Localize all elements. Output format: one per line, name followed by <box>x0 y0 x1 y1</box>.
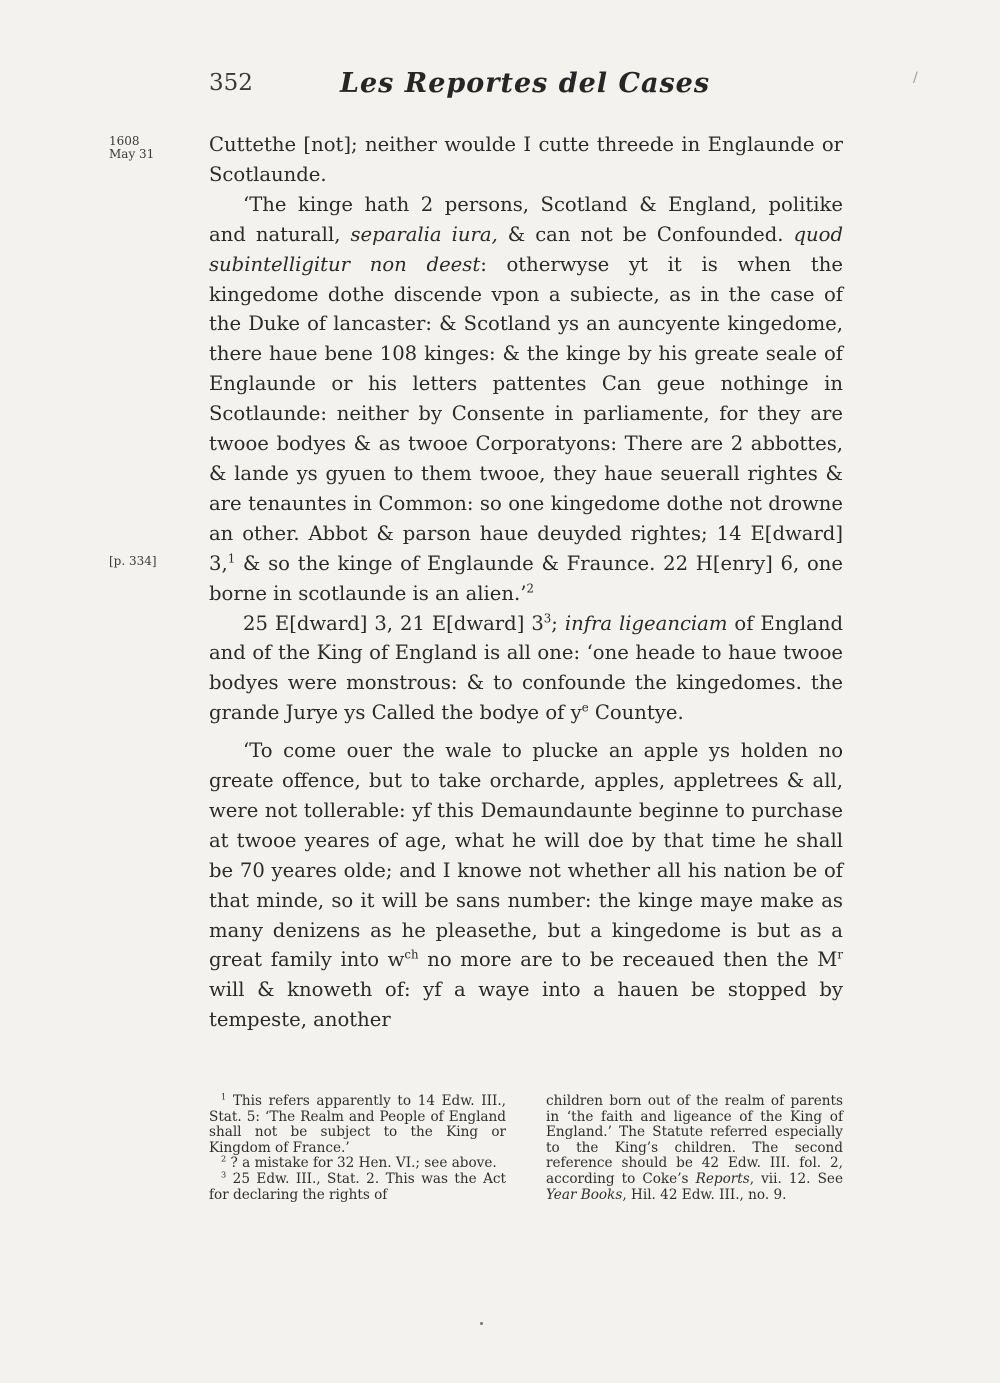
paragraph-1: Cuttethe [not]; neither woulde I cutte threede in Englaunde or Scotlaunde. <box>209 133 843 186</box>
footnote-ref-2: 2 <box>526 581 534 596</box>
footnotes-left-column <box>209 1091 506 1203</box>
paragraph-4: ‘To come ouer the wale to plucke an apple ys holden no greate offence, but to take orcharde, apples, appletrees & all, were not tollerable: yf this Demaundaunte beginne to purchase at twooe yeares of age, what he will doe by that time he shall be 70 yeares olde; and I knowe not whether all his nation be of that minde, so it will be sans number: the kinge maye make as many denizens as he pleasethe, but a kingedome is but as a great family into $w^{ch}$ no more are to be receaued then the $M^r$ will & knoweth of: yf a waye into a hauen be stopped by tempeste, another <box>209 739 843 1032</box>
footnote-1: $^1$ This refers apparently to 14 Edw. III., Stat. 5: ‘The Realm and People of England shall not be subject to the King or Kingdom of France.’ <box>209 1091 506 1156</box>
footnote-ref-3: 3 <box>543 610 552 625</box>
footnote-ref-1: 1 <box>227 551 236 566</box>
margin-page-ref: [p. 334] <box>109 554 157 568</box>
footnotes <box>209 1091 843 1203</box>
margin-date: May 31 <box>109 147 155 161</box>
footnote-2: $^2$ ? a mistake for 32 Hen. VI.; see above. <box>221 1153 497 1172</box>
footnotes-right-column <box>546 1094 843 1203</box>
page-number: 352 <box>209 70 253 96</box>
running-title: Les Reportes del Cases <box>340 68 711 99</box>
stray-dot <box>480 1322 483 1325</box>
footnote-3: $^3$ 25 Edw. III., Stat. 2. This was the Act for declaring the rights of <box>209 1169 506 1203</box>
stray-mark: / <box>913 70 918 86</box>
paragraph-2: ‘The kinge hath 2 persons, Scotland & England, politike and naturall, separalia iura, & can not be Confounded. quod subintelligitur non deest: otherwyse yt it is when the kingedome dothe discende vpon a subiecte, as in the case of the Duke of lancaster: & Scotland ys an auncyente kingedome, there haue bene 108 kinges: & the kinge by his greate seale of Englaunde or his letters pattentes Can geue nothinge in Scotlaunde: neither by Consente in parliamente, for they are twooe bodyes & as twooe Corporatyons: There are 2 abbottes, & lande ys gyuen to them twooe, they haue seuerall rightes & are tenauntes in Common: so one kingedome dothe not drowne an other. Abbot & parson haue deuyded rightes; 14 E[dward] 3,$^1$ & so the kinge of Englaunde & Fraunce. 22 H[enry] 6, one borne in scotlaunde is an alien.’$^2$ <box>209 192 844 605</box>
paragraph-3: 25 E[dward] 3, 21 E[dward] $3^3$; infra ligeanciam of England and of the King of England is all one: ‘one heade to haue twooe bodyes were monstrous: & to confounde the kingedomes. the grande Jurye ys Called the bodye of $y^e$ Countye. <box>209 610 843 725</box>
body-text <box>209 130 843 1035</box>
footnote-3-continued: children born out of the realm of parents in ‘the faith and ligeance of the King of England.’ The Statute referred especially to the King’s children. The second reference should be 42 Edw. III. fol. 2, according to Coke’s Reports, vii. 12. See Year Books, Hil. 42 Edw. III., no. 9. <box>546 1093 843 1203</box>
margin-year: 1608 <box>109 134 140 148</box>
